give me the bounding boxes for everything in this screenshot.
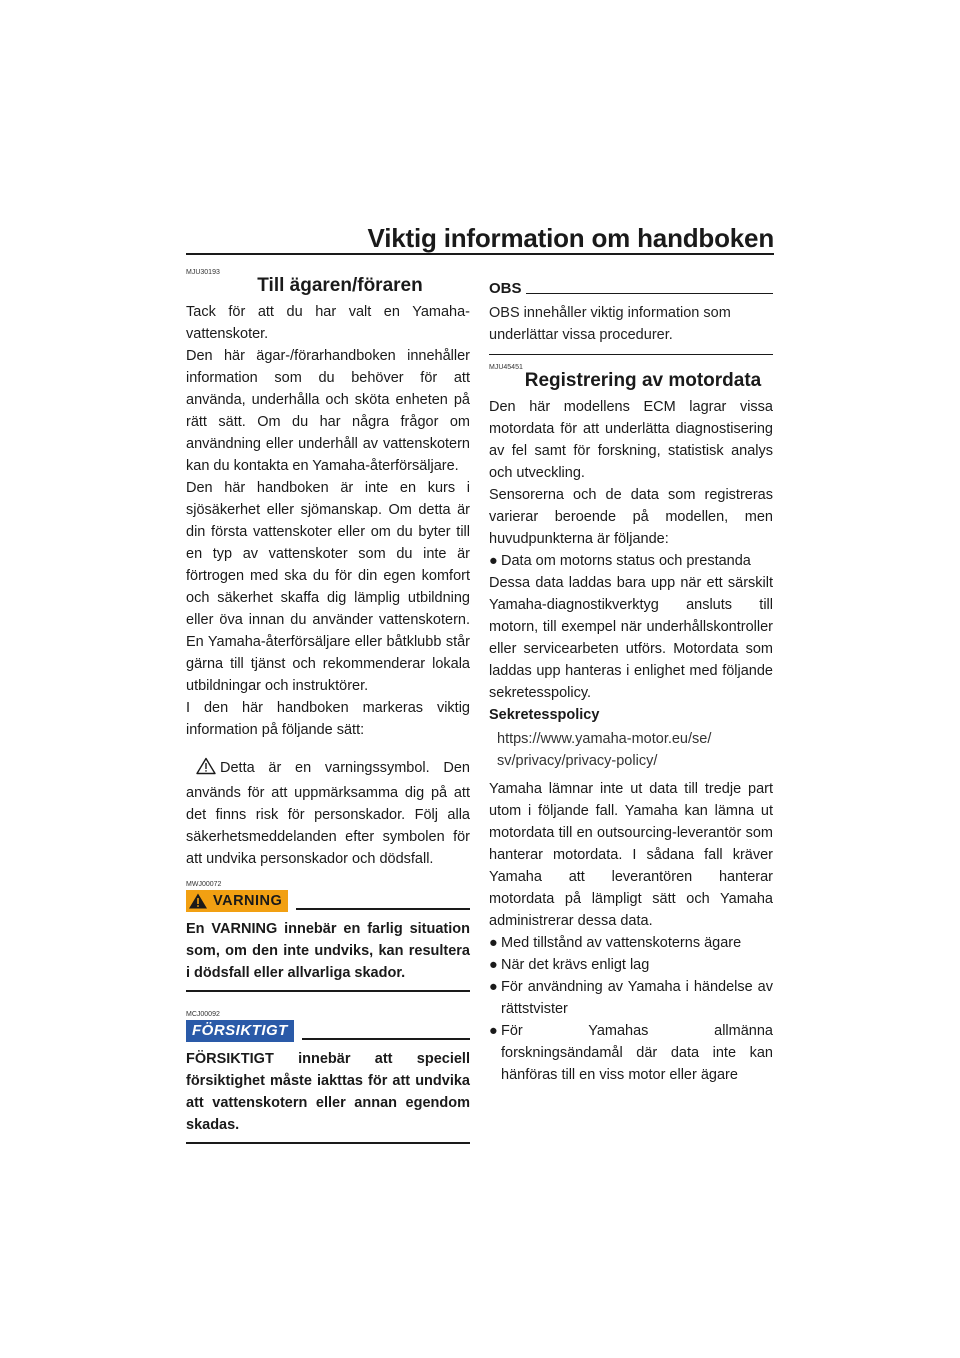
- bullet-icon: ●: [489, 1023, 498, 1039]
- section-title-owner: Till ägaren/föraren: [257, 275, 423, 296]
- warning-symbol-paragraph: [186, 757, 470, 870]
- list-item-text: För Yamahas allmänna forskningsändamål där data inte kan hänföras till en viss motor eller ägare: [501, 1023, 773, 1083]
- left-column: [186, 268, 470, 1144]
- note-header: [489, 280, 773, 298]
- section-title-engine-data: Registrering av motordata: [524, 370, 762, 391]
- warning-badge: VARNING: [186, 890, 288, 912]
- right-column: [489, 268, 773, 1086]
- paragraph: Den här ägar-/förarhandboken innehåller information som du behöver för att använda, underhålla och sköta enheten på rätt sätt. Om du har några frågor om användning eller underhåll av vattenskotern kan du kontakta en Yamaha-återförsäljare.: [186, 348, 470, 474]
- divider: [489, 354, 773, 355]
- section-code: MJU30193: [186, 269, 220, 276]
- paragraph: Den här modellens ECM lagrar vissa motordata för att underlätta diagnostisering av fel samt för forskning, statistisk analys och utveckling.: [489, 399, 773, 481]
- divider: [186, 1142, 470, 1144]
- paragraph: Yamaha lämnar inte ut data till tredje part utom i följande fall. Yamaha kan lämna ut motordata till en outsourcing-leverantör som hanterar motordata. I sådana fall kräver Yamaha att leverantören hanterar motordata på lämpligt sätt och Yamaha administrerar dessa data.: [489, 781, 773, 929]
- caution-badge: FÖRSIKTIGT: [186, 1020, 294, 1042]
- caution-text: FÖRSIKTIGT innebär att speciell försiktighet måste iakttas för att undvika att vattenskotern eller annan egendom skadas.: [186, 1051, 470, 1133]
- list-item-text: För användning av Yamaha i händelse av rättstvister: [501, 979, 773, 1017]
- note-label: OBS: [489, 280, 522, 297]
- list-item-text: Data om motorns status och prestanda: [501, 553, 751, 569]
- bullet-icon: ●: [489, 957, 498, 973]
- paragraph: Den här handboken är inte en kurs i sjösäkerhet eller sjömanskap. Om detta är din första vattenskoter eller om du byter till en typ av vattenskoter som du inte är förtrogen med ska du för din egen komfort och säkerhet skaffa dig lämplig utbildning eller öva innan du använder vattenskotern. En Yamaha-återförsäljare eller båtklubb står gärna till tjänst och rekommenderar lokala utbildningar och instruktörer.: [186, 480, 470, 694]
- warning-symbol-text: Detta är en varningssymbol. Den används för att uppmärksamma dig på att det finns risk för personskador. Följ alla säkerhetsmeddelanden efter symbolen för att undvika personskador och dödsfall.: [186, 760, 470, 867]
- caution-code: MCJ00092: [186, 1011, 220, 1018]
- warning-triangle-icon: [188, 892, 208, 910]
- divider: [296, 908, 470, 910]
- list-item: [489, 550, 773, 572]
- list-item-text: Med tillstånd av vattenskoterns ägare: [501, 935, 742, 951]
- list-item: [489, 1020, 773, 1086]
- paragraph: Dessa data laddas bara upp när ett särskilt Yamaha-diagnostikverktyg ansluts till motorn, till exempel när underhållskontroller eller servicearbeten utförs. Motordata som laddas upp hanteras i enlighet med följande sekretesspolicy.: [489, 575, 773, 701]
- divider: [526, 293, 773, 294]
- policy-heading: Sekretesspolicy: [489, 707, 600, 723]
- warning-block: [186, 880, 470, 992]
- list-item-text: När det krävs enligt lag: [501, 957, 650, 973]
- warning-triangle-icon: [196, 757, 216, 782]
- caution-block: [186, 1010, 470, 1144]
- page-title: Viktig information om handboken: [367, 223, 774, 253]
- section-code: MJU45451: [489, 364, 523, 371]
- paragraph: I den här handboken markeras viktig information på följande sätt:: [186, 700, 470, 738]
- paragraph: Sensorerna och de data som registreras varierar beroende på modellen, men huvudpunkterna är följande:: [489, 487, 773, 547]
- list-item: [489, 976, 773, 1020]
- paragraph: Tack för att du har valt en Yamaha-vattenskoter.: [186, 304, 470, 342]
- note-text: OBS innehåller viktig information som underlättar vissa procedurer.: [489, 305, 731, 343]
- bullet-list: [489, 932, 773, 1086]
- divider: [302, 1038, 470, 1040]
- list-item: [489, 954, 773, 976]
- list-item: [489, 932, 773, 954]
- privacy-policy-url[interactable]: https://www.yamaha-motor.eu/se/ sv/privacy/privacy-policy/: [497, 731, 712, 769]
- warning-code: MWJ00072: [186, 881, 222, 888]
- bullet-list: [489, 550, 773, 572]
- warning-text: En VARNING innebär en farlig situation som, om den inte undviks, kan resultera i dödsfall eller allvarliga skador.: [186, 921, 470, 981]
- divider: [186, 990, 470, 992]
- title-rule: [186, 253, 774, 255]
- bullet-icon: ●: [489, 979, 498, 995]
- bullet-icon: ●: [489, 935, 498, 951]
- bullet-icon: ●: [489, 553, 498, 569]
